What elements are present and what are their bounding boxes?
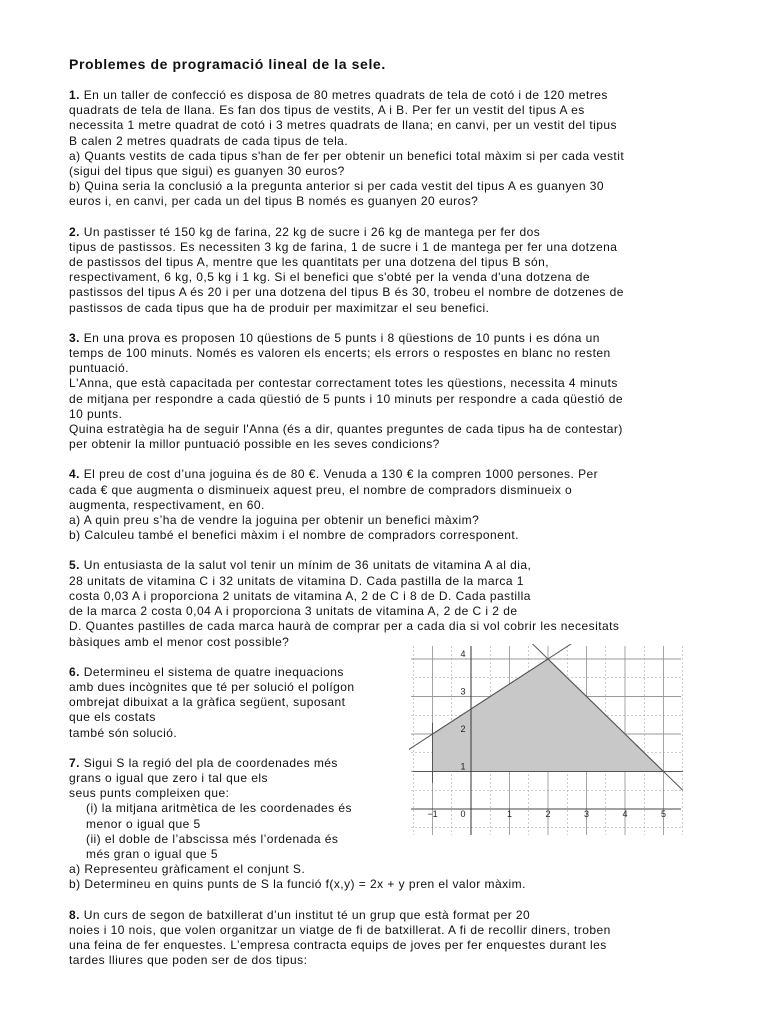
problem-text-line: tipus de pastissos. Es necessiten 3 kg de farina, 1 de sucre i 1 de mantega per fer una dotzena <box>69 239 618 254</box>
problem-text-line: (i) la mitjana aritmètica de les coordenades és <box>86 801 352 816</box>
graph-canvas <box>409 644 683 837</box>
problem-text-line: En una prova es proposen 10 qüestions de 5 punts i 8 qüestions de 10 punts i es dóna un <box>83 330 600 345</box>
problem-text-line: menor o igual que 5 <box>86 816 201 831</box>
problem-number: 2. <box>69 224 80 239</box>
problem-text-line: 28 unitats de vitamina C i 32 unitats de vitamina D. Cada pastilla de la marca 1 <box>69 573 524 588</box>
problem-text-line: necessita 1 metre quadrat de cotó i 3 metres quadrats de llana; en canvi, per un vestit del tipus <box>69 118 617 133</box>
problem-text-line: pastissos del tipus A és 20 i per una dotzena del tipus B és 30, trobeu el nombre de dotzenes de <box>69 285 624 300</box>
problem-text-line: B calen 2 metres quadrats de cada tipus de tela. <box>69 133 349 148</box>
problem-text-line: L'Anna, que està capacitada per contestar correctament totes les qüestions, necessita 4 minuts <box>69 376 618 391</box>
x-tick-label: 2 <box>545 809 551 819</box>
problem-text-line: respectivament, 6 kg, 0,5 kg i 1 kg. Si el benefici que s'obté per la venda d'una dotzena de <box>69 270 590 285</box>
problem-text-line: per obtenir la millor puntuació possible en les seves condicions? <box>69 437 440 452</box>
problem-text-line: b) Determineu en quins punts de S la funció f(x,y) = 2x + y pren el valor màxim. <box>69 877 526 892</box>
polygon-graph <box>409 644 683 837</box>
problem-text-line: b) Quina seria la conclusió a la pregunta anterior si per cada vestit del tipus A es guanyen 30 <box>69 179 605 194</box>
problem-number: 7. <box>69 755 80 770</box>
problem-text-line: Quina estratègia ha de seguir l'Anna (és a dir, quantes preguntes de cada tipus ha de contestar) <box>69 422 623 437</box>
problem-number: 3. <box>69 330 80 345</box>
problem-text-line: b) Calculeu també el benefici màxim i el nombre de compradors corresponent. <box>69 528 519 543</box>
problem-number: 1. <box>69 88 80 102</box>
problem-text-line: augmenta, respectivament, en 60. <box>69 497 265 512</box>
problem-text-line: En un taller de confecció es disposa de 80 metres quadrats de tela de cotó i de 120 metres <box>83 88 608 102</box>
problem-text-line: de la marca 2 costa 0,04 A i proporciona 3 unitats de vitamina A, 2 de C i 2 de <box>69 604 518 619</box>
problem-text-line: El preu de cost d’una joguina és de 80 €. Venuda a 130 € la compren 1000 persones. Per <box>83 467 599 482</box>
problem-text-line: ombrejat dibuixat a la gràfica següent, suposant <box>69 695 346 710</box>
problem-number: 8. <box>69 907 80 922</box>
x-tick-label: 4 <box>622 809 628 819</box>
problem-text-line: Un entusiasta de la salut vol tenir un mínim de 36 unitats de vitamina A al dia, <box>83 558 532 573</box>
problem-number: 4. <box>69 467 80 482</box>
problem-8 <box>69 908 709 969</box>
problem-text-line: 10 punts. <box>69 406 123 421</box>
problem-text-line: a) Quants vestits de cada tipus s'han de fer per obtenir un benefici total màxim si per cada vestit <box>69 148 625 163</box>
problem-3 <box>69 331 709 453</box>
problem-text-line: a) A quin preu s’ha de vendre la joguina per obtenir un benefici màxim? <box>69 513 480 528</box>
problem-text-line: a) Representeu gràficament el conjunt S. <box>69 862 306 877</box>
x-tick-label: 5 <box>660 809 667 819</box>
problem-text-line: que els costats <box>69 710 156 725</box>
problem-text-line: noies i 10 nois, que volen organitzar un viatge de fi de batxillerat. A fi de recollir diners, troben <box>69 922 611 937</box>
problem-text-line: Sigui S la regió del pla de coordenades més <box>83 755 338 770</box>
problem-text-line: tardes lliures que poden ser de dos tipus: <box>69 953 308 968</box>
problem-text-line: Determineu el sistema de quatre inequacions <box>83 664 344 679</box>
y-tick-label: 2 <box>460 724 466 734</box>
x-tick-label: 0 <box>460 809 466 819</box>
problem-text-line: costa 0,03 A i proporciona 2 unitats de vitamina A, 2 de C i 8 de D. Cada pastilla <box>69 588 531 603</box>
y-tick-label: 3 <box>460 686 466 697</box>
problem-text-line: (sigui del tipus que sigui) es guanyen 30 euros? <box>69 164 345 179</box>
problem-4 <box>69 467 709 543</box>
problem-text-line: puntuació. <box>69 361 129 376</box>
problem-text-line: D. Quantes pastilles de cada marca haurà de comprar per a cada dia si vol cobrir les necesitats <box>69 619 620 634</box>
y-tick-label: 1 <box>460 761 466 772</box>
x-tick-label: 1 <box>506 809 513 819</box>
problem-text-line: cada € que augmenta o disminueix aquest preu, el nombre de compradors disminueix o <box>69 482 573 497</box>
problem-5 <box>69 558 709 649</box>
problem-2 <box>69 225 709 316</box>
problem-text-line: més gran o igual que 5 <box>86 846 218 861</box>
problem-text-line: pastissos de cada tipus que ha de produir per maximitzar el seu benefici. <box>69 300 490 315</box>
problem-text-line: euros i, en canvi, per cada un del tipus B només es guanyen 20 euros? <box>69 194 479 209</box>
problem-text-line: Un pastisser té 150 kg de farina, 22 kg de sucre i 26 kg de mantega per fer dos <box>83 224 541 239</box>
problem-text-line: una feina de fer enquestes. L’empresa contracta equips de joves per fer enquestes durant les <box>69 937 607 952</box>
document-page <box>69 56 709 983</box>
problem-text-line: de pastissos del tipus A, mentre que les quantitats per una dotzena del tipus B són, <box>69 255 550 270</box>
y-tick-label: 4 <box>460 649 466 659</box>
x-tick-label: 3 <box>583 809 590 819</box>
problem-1 <box>69 88 709 210</box>
problem-text-line: Un curs de segon de batxillerat d’un institut té un grup que està format per 20 <box>83 907 531 922</box>
problem-text-line: grans o igual que zero i tal que els <box>69 770 268 785</box>
problem-text-line: de mitjana per respondre a cada qüestió de 5 punts i 10 minuts per respondre a cada qüestió de <box>69 391 623 406</box>
problem-text-line: bàsiques amb el menor cost possible? <box>69 634 290 649</box>
problem-text-line: també són solució. <box>69 725 178 740</box>
x-tick-label: −1 <box>427 809 438 819</box>
page-title: Problemes de programació lineal de la sele. <box>69 56 386 72</box>
problem-number: 5. <box>69 558 80 573</box>
problem-text-line: quadrats de tela de llana. Es fan dos tipus de vestits, A i B. Per fer un vestit del tipus A es <box>69 103 585 118</box>
problem-number: 6. <box>69 664 80 679</box>
problem-text-line: temps de 100 minuts. Només es valoren els encerts; els errors o respostes en blanc no resten <box>69 346 611 361</box>
problem-text-line: amb dues incògnites que té per solució el polígon <box>69 679 355 694</box>
problem-text-line: (ii) el doble de l’abscissa més l’ordenada és <box>86 831 339 846</box>
problem-text-line: seus punts compleixen que: <box>69 786 230 801</box>
